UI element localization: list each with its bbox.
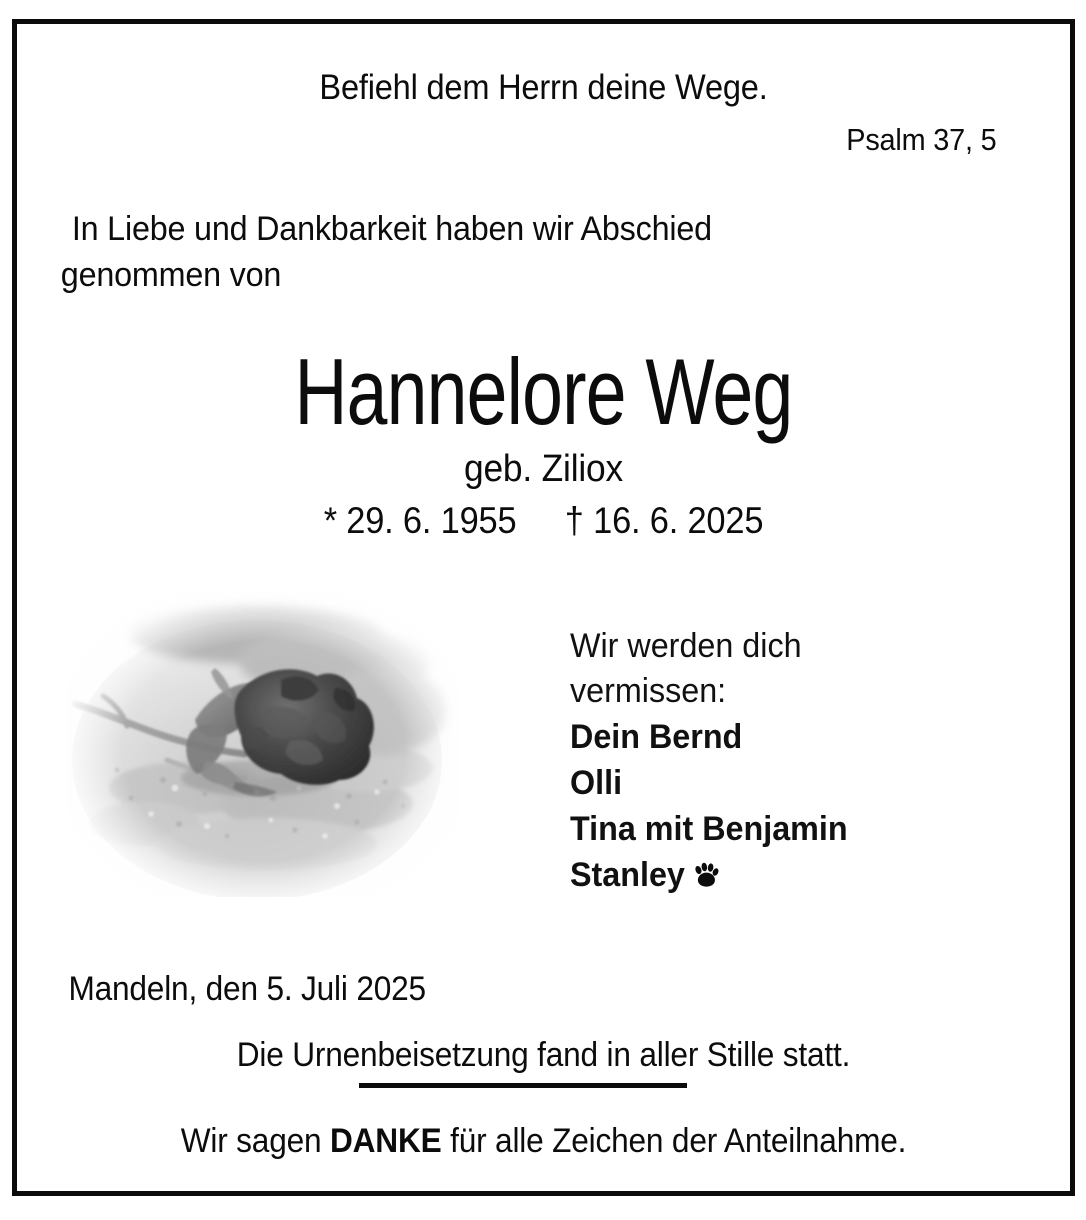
thanks-prefix: Wir sagen <box>180 1122 331 1160</box>
death-date: † 16. 6. 2025 <box>564 500 764 541</box>
horizontal-divider <box>359 1083 687 1088</box>
mourner-name-4: Stanley <box>570 856 685 894</box>
bible-verse-text: Befiehl dem Herrn deine Wege. <box>319 68 768 107</box>
ceremony-note: Die Urnenbeisetzung fand in aller Stille statt. <box>236 1036 851 1074</box>
deceased-maiden-name: geb. Ziliox <box>463 448 624 490</box>
notice-border-frame <box>12 19 1075 1196</box>
thanks-line <box>54 1122 1033 1161</box>
mourner-name-1: Dein Bernd <box>570 718 743 756</box>
mourner-name-4-row <box>570 852 1017 900</box>
life-dates <box>54 500 1033 542</box>
place-and-date: Mandeln, den 5. Juli 2025 <box>68 970 426 1008</box>
mourner-name-3: Tina mit Benjamin <box>570 810 848 848</box>
mourners-lead-line-2: vermissen: <box>570 672 727 710</box>
intro-line-2: genommen von <box>60 256 282 294</box>
deceased-name: Hannelore Weg <box>294 339 793 444</box>
mourners-lead-line-1: Wir werden dich <box>570 627 802 665</box>
intro-line-1: In Liebe und Dankbarkeit haben wir Abschied <box>71 210 712 248</box>
thanks-emphasis: DANKE <box>330 1122 442 1160</box>
bible-verse-source: Psalm 37, 5 <box>846 122 997 157</box>
thanks-suffix: für alle Zeichen der Anteilnahme. <box>441 1122 907 1160</box>
paw-print-icon <box>693 854 720 900</box>
notice-content-area <box>17 24 1070 1191</box>
birth-date: * 29. 6. 1955 <box>323 500 517 541</box>
rose-photograph <box>67 592 460 897</box>
mourners-list <box>570 624 1040 900</box>
mourner-name-2: Olli <box>570 764 623 802</box>
